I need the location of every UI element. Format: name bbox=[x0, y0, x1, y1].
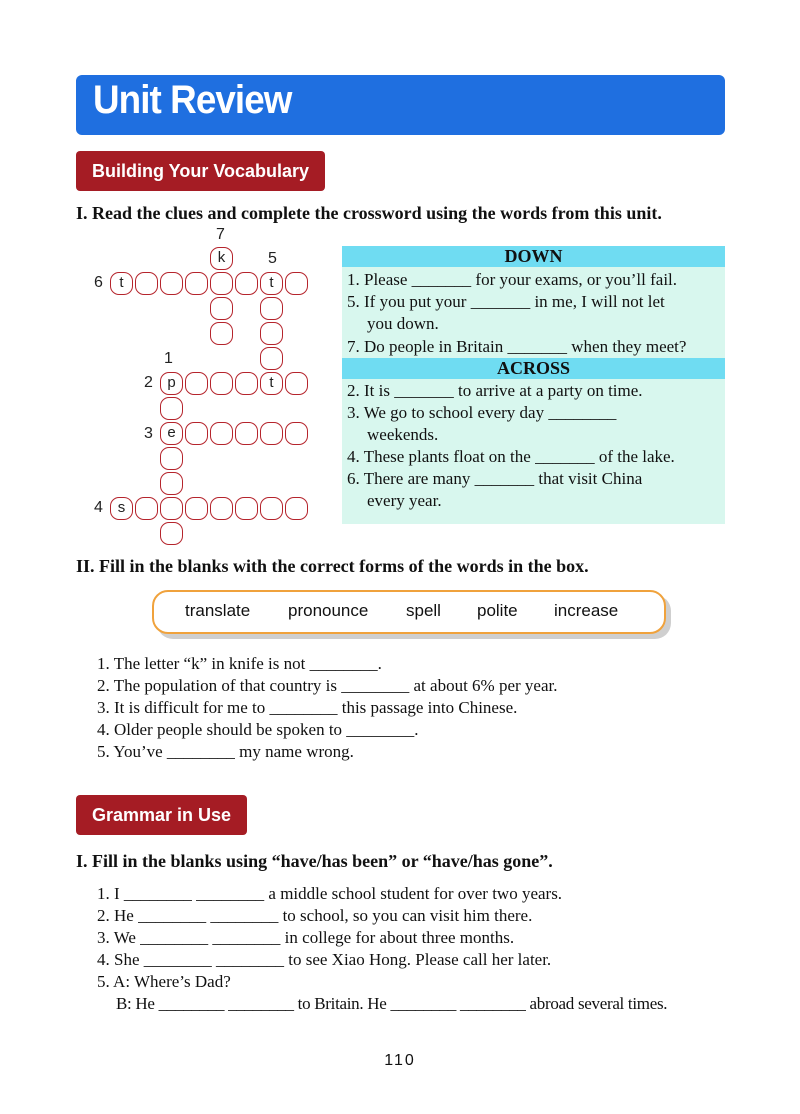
crossword-cell[interactable] bbox=[160, 397, 183, 420]
grammar-item-1: 1. I ________ ________ a middle school student for over two years. bbox=[97, 884, 563, 903]
crossword-cell[interactable] bbox=[160, 522, 183, 545]
word-box-item: pronounce bbox=[288, 601, 369, 620]
crossword-cell[interactable] bbox=[285, 372, 308, 395]
crossword-cell[interactable]: t bbox=[110, 272, 133, 295]
grammar-item-5a: 5. A: Where’s Dad? bbox=[97, 972, 231, 991]
crossword-cell[interactable]: s bbox=[110, 497, 133, 520]
crossword-cell[interactable] bbox=[235, 422, 258, 445]
vocab-item-5: 5. You’ve ________ my name wrong. bbox=[97, 742, 354, 761]
crossword-cell[interactable] bbox=[285, 422, 308, 445]
fill-blanks-instruction: II. Fill in the blanks with the correct forms of the words in the box. bbox=[76, 556, 589, 576]
crossword-cell[interactable] bbox=[210, 422, 233, 445]
crossword-cell[interactable] bbox=[235, 372, 258, 395]
grammar-item-3: 3. We ________ ________ in college for about three months. bbox=[97, 928, 515, 947]
crossword-cell[interactable]: p bbox=[160, 372, 183, 395]
down-clue-1: 1. Please _______ for your exams, or you’ll fail. bbox=[347, 270, 678, 289]
crossword-number-6: 6 bbox=[94, 274, 103, 291]
vocab-item-1: 1. The letter “k” in knife is not ________. bbox=[97, 654, 382, 673]
crossword-cell[interactable] bbox=[260, 422, 283, 445]
grammar-instruction: I. Fill in the blanks using “have/has been” or “have/has gone”. bbox=[76, 851, 553, 871]
crossword-cell[interactable] bbox=[210, 297, 233, 320]
crossword-cell[interactable] bbox=[185, 272, 208, 295]
crossword-cell[interactable] bbox=[210, 272, 233, 295]
crossword-clues-panel bbox=[342, 246, 725, 524]
across-clue-3: 3. We go to school every day ________ weekends. bbox=[347, 403, 617, 444]
crossword-cell[interactable] bbox=[185, 422, 208, 445]
crossword-cell[interactable] bbox=[210, 497, 233, 520]
crossword-number-1: 1 bbox=[164, 350, 173, 367]
grammar-item-4: 4. She ________ ________ to see Xiao Hong. Please call her later. bbox=[97, 950, 552, 969]
crossword-cell[interactable]: t bbox=[260, 372, 283, 395]
crossword-number-5: 5 bbox=[268, 250, 277, 267]
word-box-item: increase bbox=[554, 601, 619, 620]
section-tag-grammar: Grammar in Use bbox=[76, 795, 247, 835]
crossword-cell[interactable] bbox=[160, 447, 183, 470]
crossword-cell[interactable] bbox=[160, 497, 183, 520]
crossword-cell[interactable] bbox=[160, 272, 183, 295]
crossword-instruction: I. Read the clues and complete the crossword using the words from this unit. bbox=[76, 203, 662, 223]
word-box-item: spell bbox=[406, 601, 441, 620]
crossword-cell[interactable] bbox=[235, 272, 258, 295]
across-clue-4: 4. These plants float on the _______ of the lake. bbox=[347, 447, 675, 466]
grammar-item-5b: B: He ________ ________ to Britain. He ________ ________ abroad several times. bbox=[116, 994, 668, 1013]
unit-title-banner bbox=[76, 75, 725, 135]
crossword-number-4: 4 bbox=[94, 499, 103, 516]
crossword-cell[interactable] bbox=[260, 497, 283, 520]
word-box-item: polite bbox=[477, 601, 518, 620]
vocab-item-2: 2. The population of that country is ________ at about 6% per year. bbox=[97, 676, 558, 695]
crossword-cell[interactable] bbox=[285, 497, 308, 520]
crossword-cell[interactable]: k bbox=[210, 247, 233, 270]
word-box-item: translate bbox=[185, 601, 251, 620]
crossword-cell[interactable] bbox=[260, 322, 283, 345]
crossword-cell[interactable] bbox=[260, 347, 283, 370]
across-clue-2: 2. It is _______ to arrive at a party on time. bbox=[347, 381, 643, 400]
crossword-cell[interactable] bbox=[210, 372, 233, 395]
section-tag-vocabulary: Building Your Vocabulary bbox=[76, 151, 325, 191]
crossword-cell[interactable]: e bbox=[160, 422, 183, 445]
crossword-cell[interactable] bbox=[210, 322, 233, 345]
page-number: 110 bbox=[384, 1052, 416, 1069]
crossword-cell[interactable] bbox=[260, 297, 283, 320]
down-clue-5: 5. If you put your _______ in me, I will not let you down. bbox=[347, 292, 665, 333]
crossword-number-7: 7 bbox=[216, 226, 225, 243]
crossword-number-3: 3 bbox=[144, 425, 153, 442]
crossword-cell[interactable] bbox=[285, 272, 308, 295]
crossword-cell[interactable] bbox=[235, 497, 258, 520]
across-clue-6: 6. There are many _______ that visit China every year. bbox=[347, 469, 643, 510]
word-box bbox=[152, 590, 666, 634]
crossword-cell[interactable] bbox=[135, 272, 158, 295]
down-heading: DOWN bbox=[342, 246, 725, 267]
across-heading: ACROSS bbox=[342, 358, 725, 379]
grammar-item-2: 2. He ________ ________ to school, so you can visit him there. bbox=[97, 906, 533, 925]
page-title: Unit Review bbox=[93, 78, 292, 122]
crossword-cell[interactable] bbox=[185, 372, 208, 395]
crossword-number-2: 2 bbox=[144, 374, 153, 391]
crossword-cell[interactable]: t bbox=[260, 272, 283, 295]
crossword-cell[interactable] bbox=[185, 497, 208, 520]
vocab-item-3: 3. It is difficult for me to ________ this passage into Chinese. bbox=[97, 698, 518, 717]
down-clue-7: 7. Do people in Britain _______ when they meet? bbox=[347, 337, 687, 356]
vocab-item-4: 4. Older people should be spoken to ________. bbox=[97, 720, 419, 739]
crossword-cell[interactable] bbox=[135, 497, 158, 520]
crossword-cell[interactable] bbox=[160, 472, 183, 495]
